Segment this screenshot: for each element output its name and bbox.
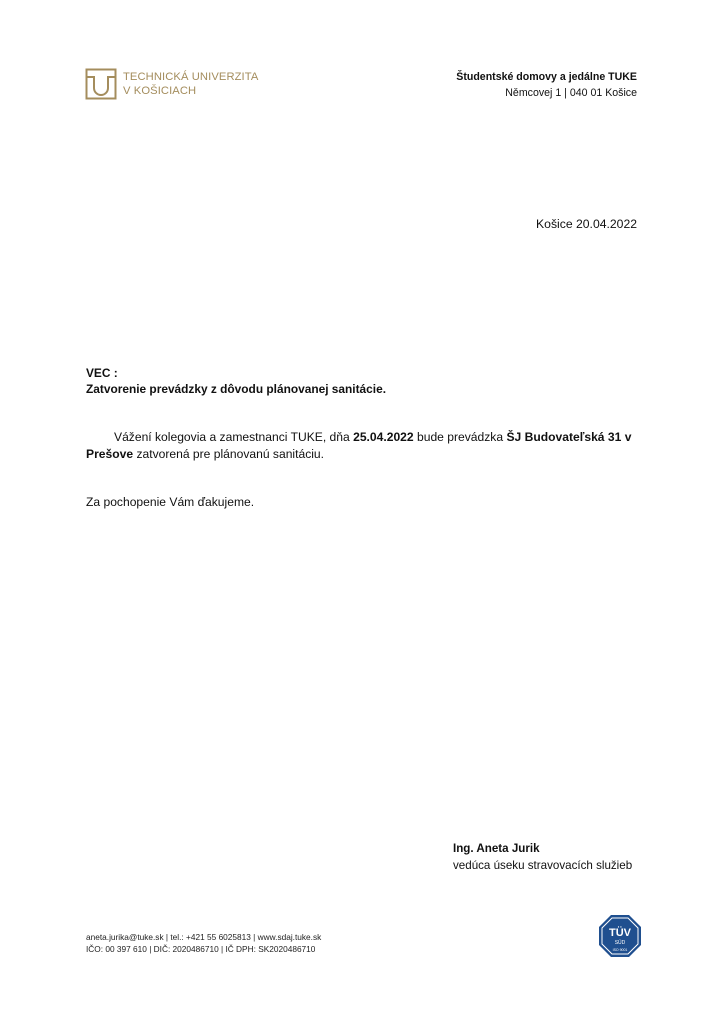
logo-line-1: TECHNICKÁ UNIVERZITA: [123, 71, 259, 83]
university-logo: [85, 68, 258, 100]
footer-line-1: aneta.jurika@tuke.sk | tel.: +421 55 6025813 | www.sdaj.tuke.sk: [86, 932, 322, 942]
footer-line-2: IČO: 00 397 610 | DIČ: 2020486710 | IČ DPH: SK2020486710: [86, 944, 316, 954]
signatory-name: Ing. Aneta Jurik: [453, 842, 540, 855]
closure-date: 25.04.2022: [353, 430, 414, 444]
subject-block: [86, 365, 386, 397]
logo-line-2: V KOŠICIACH: [123, 85, 197, 97]
organization-name: Študentské domovy a jedálne TUKE: [456, 71, 637, 83]
badge-mid-text: SÜD: [614, 940, 626, 946]
tuke-logo-icon: [85, 68, 117, 100]
closing-line: Za pochopenie Vám ďakujeme.: [86, 495, 255, 509]
signatory-role: vedúca úseku stravovacích služieb: [453, 859, 633, 872]
badge-top-text: TÜV: [609, 927, 631, 939]
organization-header: [456, 69, 637, 101]
canteen-location: ŠJ Budovateľská 31 v Prešove: [86, 430, 632, 461]
subject-label: VEC :: [86, 366, 118, 380]
subject-text: Zatvorenie prevádzky z dôvodu plánovanej sanitácie.: [86, 382, 387, 396]
body-text-part-3: zatvorená pre plánovanú sanitáciu.: [133, 447, 325, 461]
signature-block: [453, 840, 632, 874]
footer-contact: [86, 931, 321, 955]
body-text-part-2: bude prevádzka: [413, 430, 507, 444]
body-paragraph: [86, 429, 646, 463]
logo-text: [123, 70, 258, 98]
organization-address: Němcovej 1 | 040 01 Košice: [505, 87, 637, 99]
badge-bottom-text: ISO 9001: [612, 948, 628, 952]
body-text-part-1: Vážení kolegovia a zamestnanci TUKE, dňa: [114, 430, 354, 444]
letter-date: Košice 20.04.2022: [536, 217, 637, 231]
tuv-certification-badge-icon: [598, 914, 642, 958]
